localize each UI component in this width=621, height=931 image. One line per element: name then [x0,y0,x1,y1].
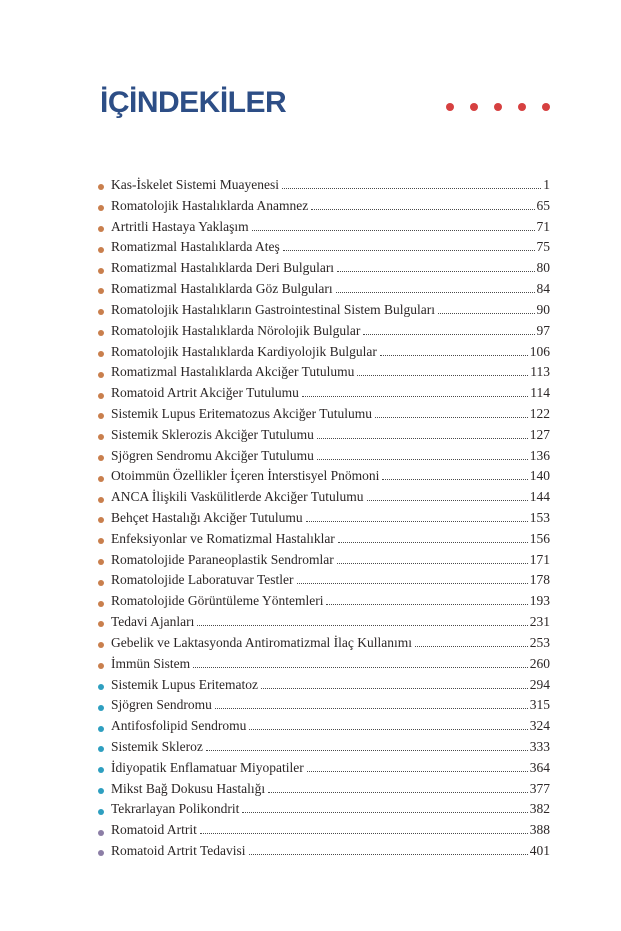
dotted-leader [367,500,528,501]
toc-entry[interactable] [98,510,550,531]
dotted-leader [311,209,534,210]
toc-entry-title: Gebelik ve Laktasyonda Antiromatizmal İlaç Kullanımı [111,634,413,650]
toc-entry-page-number: 253 [529,634,550,650]
bullet-icon [98,809,104,815]
toc-entry-page-number: 122 [529,405,550,421]
bullet-icon [98,517,104,523]
toc-entry-page-number: 294 [529,676,550,692]
bullet-icon [98,413,104,419]
toc-entry[interactable] [98,385,550,406]
dotted-leader [326,604,527,605]
toc-entry[interactable] [98,406,550,427]
dotted-leader [206,750,528,751]
toc-entry-title: İdiyopatik Enflamatuar Miyopatiler [111,759,304,775]
dotted-leader [249,854,528,855]
toc-entry-title: Sistemik Skleroz [111,738,203,754]
toc-entry-title: Romatizmal Hastalıklarda Göz Bulguları [111,281,333,297]
toc-entry-title: Sistemik Sklerozis Akciğer Tutulumu [111,426,314,442]
toc-entry-title: Romatolojik Hastalıklarda Kardiyolojik Bulgular [111,343,377,359]
dotted-leader [261,688,528,689]
toc-entry[interactable] [98,344,550,365]
toc-entry[interactable] [98,593,550,614]
page-title: İÇİNDEKİLER [100,86,287,119]
toc-entry-title: Antifosfolipid Sendromu [111,718,247,734]
toc-entry-page-number: 364 [529,759,550,775]
bullet-icon [98,434,104,440]
toc-entry[interactable] [98,281,550,302]
toc-entry-title: Romatoid Artrit Tedavisi [111,843,246,858]
toc-entry-title: Behçet Hastalığı Akciğer Tutulumu [111,510,303,525]
toc-entry[interactable] [98,177,550,198]
toc-entry-title: Otoimmün Özellikler İçeren İnterstisyel Pnömoni [111,468,380,484]
toc-entry-title: Romatoid Artrit [111,822,197,838]
toc-entry[interactable] [98,552,550,573]
toc-entry-page-number: 260 [529,655,550,671]
toc-entry-title: Sistemik Lupus Eritematozus Akciğer Tutulumu [111,405,372,421]
toc-entry-title: Sjögren Sendromu Akciğer Tutulumu [111,447,314,463]
toc-entry[interactable] [98,448,550,469]
toc-entry-page-number: 333 [529,738,550,754]
bullet-icon [98,351,104,357]
dotted-leader [282,188,541,189]
bullet-icon [98,705,104,711]
toc-entry-page-number: 84 [536,281,550,297]
dotted-leader [302,396,528,397]
bullet-icon [98,788,104,794]
bullet-icon [98,309,104,315]
toc-entry[interactable] [98,614,550,635]
toc-entry-page-number: 65 [536,197,550,213]
dotted-leader [200,833,528,834]
accent-dots [446,103,550,111]
toc-entry-title: Tekrarlayan Polikondrit [111,801,240,817]
dotted-leader [382,479,527,480]
dotted-leader [336,292,535,293]
toc-entry-title: İmmün Sistem [111,655,191,671]
bullet-icon [98,559,104,565]
toc-entry-page-number: 80 [536,260,550,276]
dotted-leader [380,355,528,356]
toc-entry[interactable] [98,760,550,781]
toc-entry[interactable] [98,531,550,552]
red-dot-icon [494,103,502,111]
toc-entry-page-number: 231 [529,614,550,630]
toc-entry[interactable] [98,219,550,240]
bullet-icon [98,642,104,648]
bullet-icon [98,746,104,752]
bullet-icon [98,372,104,378]
toc-entry-page-number: 90 [536,301,550,317]
dotted-leader [337,563,528,564]
toc-entry-title: Romatolojik Hastalıklarda Nörolojik Bulgular [111,322,361,338]
bullet-icon [98,393,104,399]
bullet-icon [98,184,104,190]
toc-entry-page-number: 71 [536,218,550,234]
toc-entry-title: Romatolojide Görüntüleme Yöntemleri [111,593,324,609]
dotted-leader [215,708,528,709]
bullet-icon [98,684,104,690]
dotted-leader [357,375,528,376]
bullet-icon [98,476,104,482]
toc-entry-page-number: 113 [530,364,550,380]
toc-entry-page-number: 382 [529,801,550,817]
toc-entry-title: Artritli Hastaya Yaklaşım [111,218,249,234]
toc-entry-page-number: 178 [529,572,550,588]
bullet-icon [98,767,104,773]
bullet-icon [98,850,104,856]
bullet-icon [98,726,104,732]
bullet-icon [98,288,104,294]
toc-entry-title: Enfeksiyonlar ve Romatizmal Hastalıklar [111,530,335,546]
bullet-icon [98,330,104,336]
toc-entry-page-number: 315 [529,697,550,713]
toc-entry-page-number: 97 [536,322,550,338]
toc-entry-page-number: 136 [529,447,550,463]
toc-entry[interactable] [98,302,550,323]
dotted-leader [438,313,535,314]
bullet-icon [98,601,104,607]
toc-entry[interactable] [98,198,550,219]
toc-entry-page-number: 114 [530,385,550,401]
dotted-leader [363,334,534,335]
toc-entry-page-number: 401 [529,843,550,858]
bullet-icon [98,268,104,274]
toc-entry-title: Kas-İskelet Sistemi Muayenesi [111,177,279,192]
red-dot-icon [518,103,526,111]
toc-entry-page-number: 324 [529,718,550,734]
toc-entry-page-number: 75 [536,239,550,255]
toc-entry-page-number: 140 [529,468,550,484]
toc-entry-title: Romatizmal Hastalıklarda Deri Bulguları [111,260,335,276]
red-dot-icon [470,103,478,111]
dotted-leader [317,459,528,460]
toc-entry-title: Mikst Bağ Dokusu Hastalığı [111,780,266,796]
bullet-icon [98,580,104,586]
toc-entry-page-number: 156 [529,530,550,546]
toc-entry[interactable] [98,635,550,656]
toc-entry-title: Sistemik Lupus Eritematoz [111,676,258,692]
dotted-leader [297,583,528,584]
toc-entry-page-number: 377 [529,780,550,796]
bullet-icon [98,538,104,544]
toc-entry[interactable] [98,323,550,344]
dotted-leader [307,771,528,772]
toc-entry[interactable] [98,572,550,593]
bullet-icon [98,663,104,669]
bullet-icon [98,621,104,627]
toc-entry-page-number: 388 [529,822,550,838]
dotted-leader [193,667,528,668]
toc-entry-title: Romatizmal Hastalıklarda Akciğer Tutulumu [111,364,355,380]
bullet-icon [98,247,104,253]
toc-entry-title: Romatoid Artrit Akciğer Tutulumu [111,385,299,401]
toc-entry[interactable] [98,822,550,843]
dotted-leader [242,812,527,813]
toc-entry[interactable] [98,239,550,260]
toc-entry[interactable] [98,697,550,718]
dotted-leader [317,438,528,439]
toc-entry[interactable] [98,364,550,385]
dotted-leader [415,646,528,647]
toc-entry-page-number: 193 [529,593,550,609]
toc-entry[interactable] [98,427,550,448]
toc-entry-title: Romatolojide Paraneoplastik Sendromlar [111,551,334,567]
toc-entry-page-number: 127 [529,426,550,442]
dotted-leader [283,250,535,251]
dotted-leader [252,230,535,231]
toc-entry-page-number: 153 [529,510,550,525]
bullet-icon [98,455,104,461]
red-dot-icon [542,103,550,111]
bullet-icon [98,497,104,503]
toc-entry[interactable] [98,739,550,760]
toc-entry-title: Romatolojide Laboratuvar Testler [111,572,294,588]
toc-entry-page-number: 171 [529,551,550,567]
dotted-leader [249,729,527,730]
toc-entry-page-number: 106 [529,343,550,359]
toc-entry-title: Sjögren Sendromu [111,697,212,713]
toc-entry[interactable] [98,656,550,677]
toc-entry-title: Romatolojik Hastalıkların Gastrointestinal Sistem Bulguları [111,301,435,317]
bullet-icon [98,205,104,211]
dotted-leader [197,625,527,626]
toc-entry-title: ANCA İlişkili Vaskülitlerde Akciğer Tutulumu [111,489,364,505]
red-dot-icon [446,103,454,111]
toc-entry-title: Romatolojik Hastalıklarda Anamnez [111,197,309,213]
toc-entry[interactable] [98,843,550,864]
toc-entry-page-number: 1 [543,177,550,192]
toc-entry-title: Tedavi Ajanları [111,614,195,630]
toc-list [98,177,550,864]
dotted-leader [338,542,528,543]
dotted-leader [268,792,528,793]
dotted-leader [337,271,534,272]
dotted-leader [306,521,528,522]
toc-entry[interactable] [98,677,550,698]
toc-entry[interactable] [98,718,550,739]
toc-entry[interactable] [98,781,550,802]
title-row [100,88,550,118]
toc-entry[interactable] [98,468,550,489]
toc-entry[interactable] [98,260,550,281]
toc-entry[interactable] [98,489,550,510]
bullet-icon [98,226,104,232]
toc-entry[interactable] [98,801,550,822]
toc-entry-title: Romatizmal Hastalıklarda Ateş [111,239,280,255]
toc-entry-page-number: 144 [529,489,550,505]
dotted-leader [375,417,528,418]
bullet-icon [98,830,104,836]
